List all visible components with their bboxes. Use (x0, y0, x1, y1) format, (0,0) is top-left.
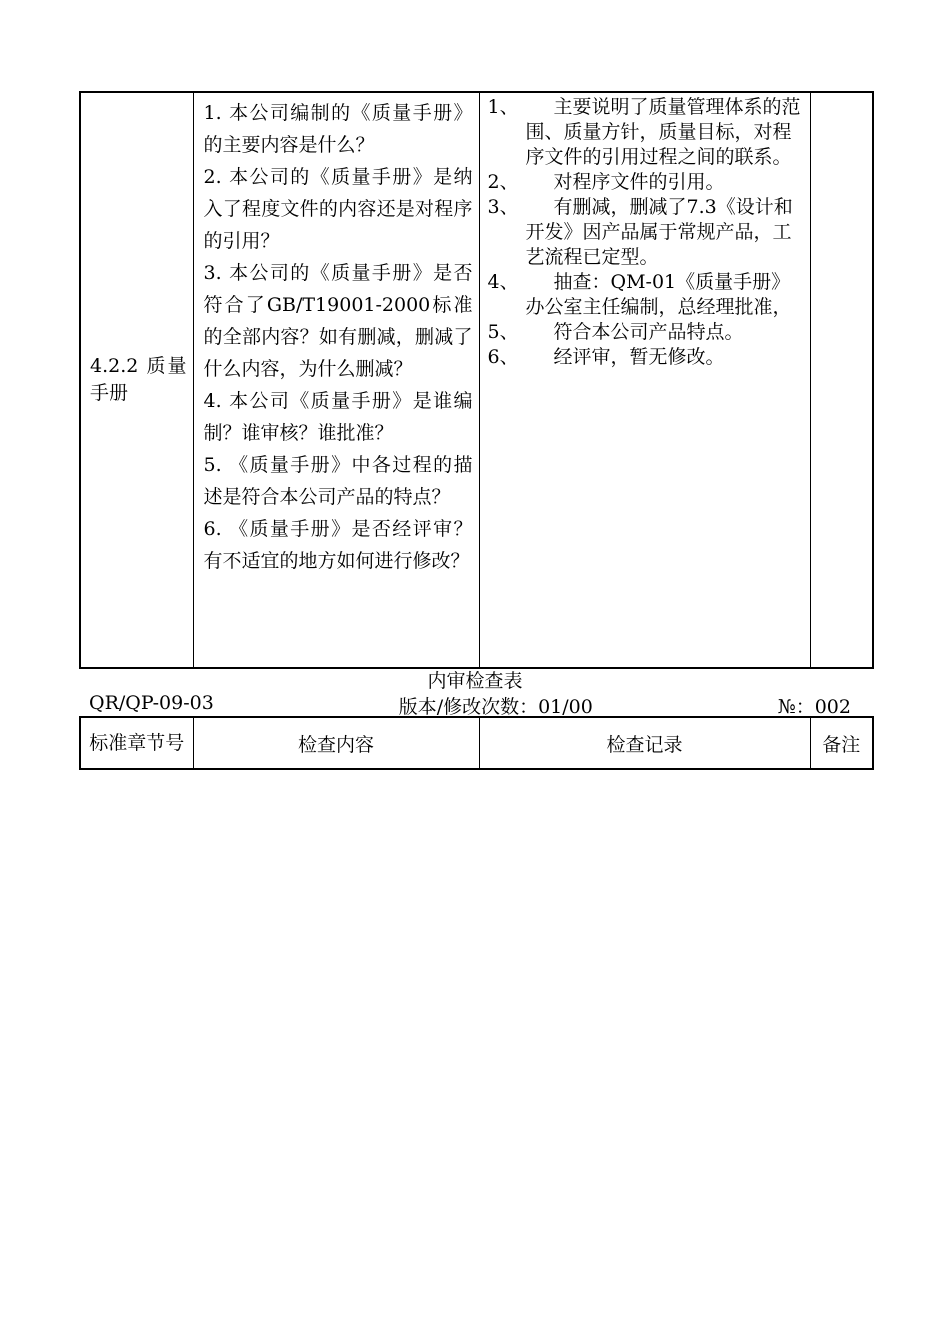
checklist-header-table (79, 716, 874, 770)
record-item (488, 320, 802, 345)
question-item: 2. 本公司的《质量手册》是纳入了程度文件的内容还是对程序的引用？ (203, 166, 473, 252)
form-title: 内审检查表 (427, 670, 523, 692)
record-text: 抽查：QM-01《质量手册》办公室主任编制，总经理批准， (525, 271, 792, 318)
record-item (488, 270, 802, 320)
questions-cell (193, 92, 479, 668)
records-cell (479, 92, 810, 668)
record-text: 对程序文件的引用。 (553, 171, 725, 193)
question-item: 1. 本公司编制的《质量手册》的主要内容是什么？ (203, 102, 473, 156)
remarks-cell (810, 92, 873, 668)
record-item (488, 170, 802, 195)
record-number: 1、 (487, 96, 519, 118)
record-text: 主要说明了质量管理体系的范围、质量方针，质量目标，对程序文件的引用过程之间的联系。 (525, 96, 801, 168)
form-number: №：002 (777, 696, 851, 718)
record-number: 6、 (487, 346, 519, 368)
record-number: 4、 (487, 271, 519, 293)
header-section-number: 标准章节号 (80, 717, 193, 769)
header-row (80, 717, 873, 769)
question-item: 6. 《质量手册》是否经评审？有不适宜的地方如何进行修改？ (203, 518, 473, 572)
record-item (488, 95, 802, 170)
table-row (80, 92, 873, 668)
record-text: 有删减，删减了7.3《设计和开发》因产品属于常规产品，工艺流程已定型。 (525, 196, 793, 268)
record-text: 经评审，暂无修改。 (553, 346, 725, 368)
record-number: 2、 (487, 171, 519, 193)
form-meta-row (89, 692, 851, 719)
checklist-table (79, 91, 874, 669)
record-item (488, 195, 802, 270)
question-item: 3. 本公司的《质量手册》是否符合了GB/T19001-2000标准的全部内容？如有删减，删减了什么内容，为什么删减？ (203, 262, 473, 380)
record-number: 5、 (487, 321, 519, 343)
record-text: 符合本公司产品特点。 (553, 321, 744, 343)
header-remarks: 备注 (810, 717, 873, 769)
section-cell: 4.2.2 质量手册 (80, 92, 193, 668)
header-check-content: 检查内容 (193, 717, 479, 769)
question-item: 5. 《质量手册》中各过程的描述是符合本公司产品的特点？ (203, 454, 473, 508)
question-item: 4. 本公司《质量手册》是谁编制？谁审核？谁批准？ (203, 390, 473, 444)
record-item (488, 345, 802, 370)
record-number: 3、 (487, 196, 519, 218)
form-version: 版本/修改次数：01/00 (398, 696, 593, 718)
header-check-record: 检查记录 (479, 717, 810, 769)
form-code: QR/QP-09-03 (89, 692, 214, 714)
